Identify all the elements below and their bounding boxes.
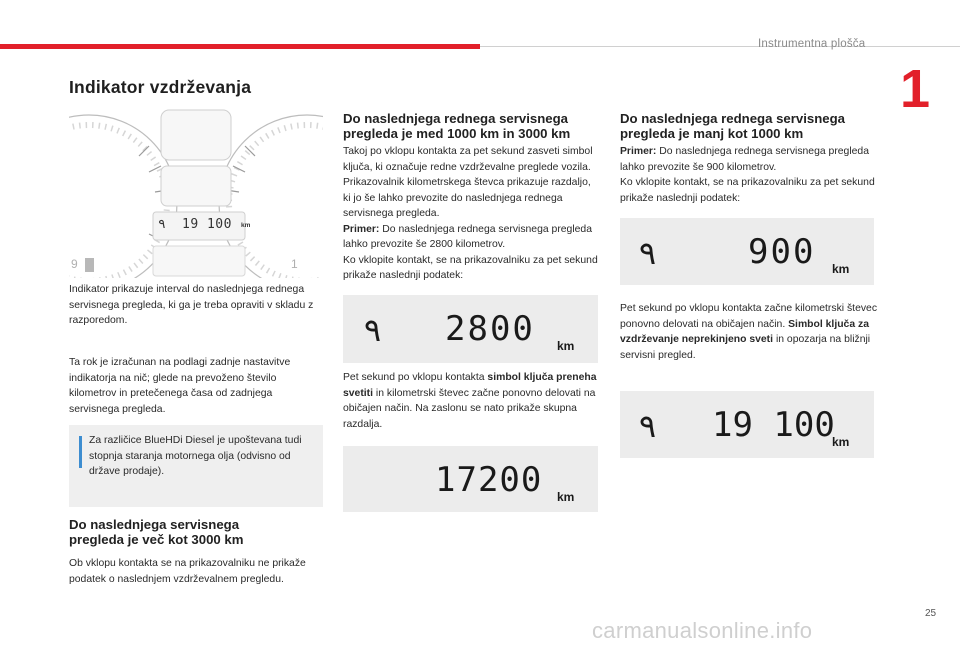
display-19100-unit: km bbox=[832, 435, 850, 449]
section-less-text-b: Ko vklopite kontakt, se na prikazovalniku za pet sekund prikaže naslednji podatek: bbox=[620, 177, 875, 204]
section-more-title bbox=[69, 517, 329, 547]
note-text: Za različice BlueHDi Diesel je upoštevana tudi stopnja staranja motornega olja (odvisno od države prodaje). bbox=[89, 435, 302, 477]
svg-text:1: 1 bbox=[291, 257, 298, 271]
section-less-after bbox=[620, 301, 878, 363]
section-mid-title-line2: pregleda je med 1000 km in 3000 km bbox=[343, 126, 571, 141]
watermark: carmanualsonline.info bbox=[592, 618, 813, 643]
section-title: Instrumentna plošča bbox=[758, 38, 866, 50]
section-mid-after-rest: in kilometrski števec začne ponovno delovati na običajen način. Na zaslonu se nato prikaže skupna razdalja. bbox=[343, 387, 596, 430]
dashboard-illustration bbox=[69, 108, 323, 278]
section-less-after-text: Pet sekund po vklopu kontakta začne kilometrski števec ponovno delovati na običajen način. bbox=[620, 303, 878, 330]
display-900 bbox=[620, 218, 874, 285]
display-19100-value: 19 100 bbox=[712, 405, 835, 445]
section-mid-example-text: Do naslednjega rednega servisnega pregleda lahko prevozite še 2800 kilometrov. bbox=[343, 223, 592, 250]
display-900-unit: km bbox=[832, 262, 850, 276]
dashboard-odometer-unit: km bbox=[241, 222, 251, 229]
section-mid-title bbox=[343, 111, 613, 141]
display-2800-unit: km bbox=[557, 339, 575, 353]
section-mid-body bbox=[343, 144, 601, 284]
section-mid-after-text: Pet sekund po vklopu kontakta bbox=[343, 372, 485, 383]
section-less-after-rest: in opozarja na bližnji servisni pregled. bbox=[620, 334, 871, 361]
svg-text:9: 9 bbox=[71, 257, 78, 271]
page-title: Indikator vzdrževanja bbox=[69, 77, 252, 97]
display-2800-value: 2800 bbox=[445, 309, 535, 349]
section-more-title-line1: Do naslednjega servisnega bbox=[69, 517, 240, 532]
section-less-title-line1: Do naslednjega rednega servisnega bbox=[620, 111, 846, 126]
display-17200-value: 17200 bbox=[435, 460, 543, 500]
intro-paragraph: Indikator prikazuje interval do naslednjega rednega servisnega pregleda, ki ga je treba opraviti v skladu z razporedom. bbox=[69, 284, 314, 326]
section-less-title-line2: pregleda je manj kot 1000 km bbox=[620, 126, 804, 141]
section-mid-text-a: Takoj po vklopu kontakta za pet sekund zasveti simbol ključa, ki označuje redne vzdrževalne preglede vozila. Prikazovalnik kilometrskega števca prikazuje razdaljo, ki jo še lahko prevozite do naslednjega rednega servisnega pregleda. bbox=[343, 146, 593, 219]
section-less-example-label: Primer: bbox=[620, 146, 657, 157]
section-mid-after-bold: simbol ključa preneha svetiti bbox=[343, 372, 597, 399]
section-less-title bbox=[620, 111, 890, 141]
section-mid-title-line1: Do naslednjega rednega servisnega bbox=[343, 111, 569, 126]
wrench-icon: ٩ bbox=[363, 311, 383, 349]
display-900-value: 900 bbox=[748, 232, 816, 272]
page-number: 25 bbox=[925, 608, 937, 619]
section-less-example-text: Do naslednjega rednega servisnega pregleda lahko prevozite še 900 kilometrov. bbox=[620, 146, 869, 173]
section-more-title-line2: pregleda je več kot 3000 km bbox=[69, 532, 244, 547]
dashboard-odometer-value: 19 100 bbox=[182, 217, 232, 232]
display-19100 bbox=[620, 391, 874, 458]
calculation-paragraph: Ta rok je izračunan na podlagi zadnje nastavitve indikatorja na nič; glede na prevoženo število kilometrov in pretečenega časa od zadnjega servisnega pregleda. bbox=[69, 357, 291, 415]
wrench-icon: ٩ bbox=[638, 407, 658, 445]
wrench-icon: ٩ bbox=[638, 234, 658, 272]
header-red-bar bbox=[0, 44, 480, 49]
dashboard-odometer bbox=[158, 217, 254, 235]
display-17200-unit: km bbox=[557, 490, 575, 504]
section-less-body bbox=[620, 144, 878, 206]
header-grey-rule bbox=[480, 46, 960, 47]
display-17200 bbox=[343, 446, 598, 512]
section-mid-after bbox=[343, 370, 601, 432]
section-less-after-bold: Simbol ključa za vzdrževanje neprekinjeno sveti bbox=[620, 318, 869, 345]
wrench-icon: ٩ bbox=[158, 217, 166, 232]
note-accent-bar bbox=[79, 436, 82, 468]
chapter-number: 1 bbox=[900, 59, 931, 119]
section-mid-text-b: Ko vklopite kontakt, se na prikazovalniku za pet sekund prikaže naslednji podatek: bbox=[343, 254, 598, 281]
section-more-text: Ob vklopu kontakta se na prikazovalniku ne prikaže podatek o naslednjem vzdrževalnem pregledu. bbox=[69, 558, 306, 585]
display-2800 bbox=[343, 295, 598, 363]
section-mid-example-label: Primer: bbox=[343, 223, 380, 235]
